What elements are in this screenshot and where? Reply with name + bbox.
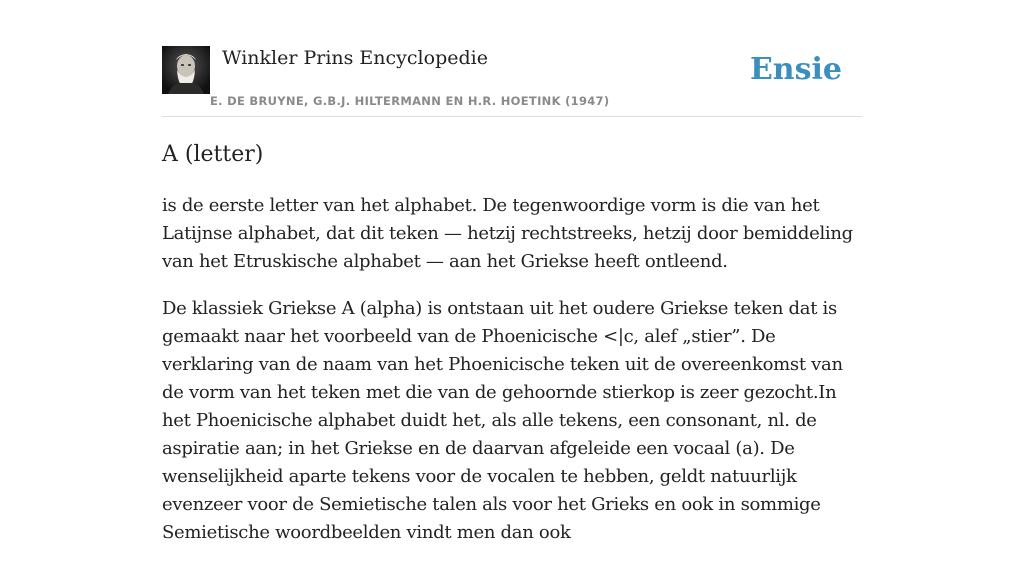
article-paragraph: is de eerste letter van het alphabet. De tegenwoordige vorm is die van het Latijnse alphabet, dat dit teken — hetzij rechtstreeks, hetzij door bemiddeling van het Etruskische alphabet — aan het Griekse heeft ontleend.: [162, 195, 853, 272]
article-paragraph: De klassiek Griekse A (alpha) is ontstaan uit het oudere Griekse teken dat is gemaakt naar het voorbeeld van de Phoenicische <|c, alef „stier”. De verklaring van de naam van het Phoenicische teken uit de overeenkomst van de vorm van het teken met die van de gehoornde stierkop is zeer gezocht.In het Phoenicische alphabet duidt het, als alle tekens, een consonant, nl. de aspiratie aan; in het Griekse en de daarvan afgeleide een vocaal (a). De wenselijkheid aparte tekens voor de vocalen te hebben, geldt natuurlijk evenzeer voor de Semietische talen als voor het Grieks en ook in sommige Semietische woordbeelden vindt men dan ook: [162, 298, 843, 543]
site-title[interactable]: Winkler Prins Encyclopedie: [222, 47, 488, 69]
site-authors: E. DE BRUYNE, G.B.J. HILTERMANN EN H.R. HOETINK (1947): [210, 94, 610, 108]
ensie-logo-link[interactable]: Ensie: [749, 52, 842, 87]
author-avatar[interactable]: [162, 46, 210, 94]
site-header: [162, 46, 862, 117]
article-title: A (letter): [162, 142, 264, 167]
portrait-photo-icon: [162, 46, 210, 94]
article-body: [162, 192, 867, 566]
